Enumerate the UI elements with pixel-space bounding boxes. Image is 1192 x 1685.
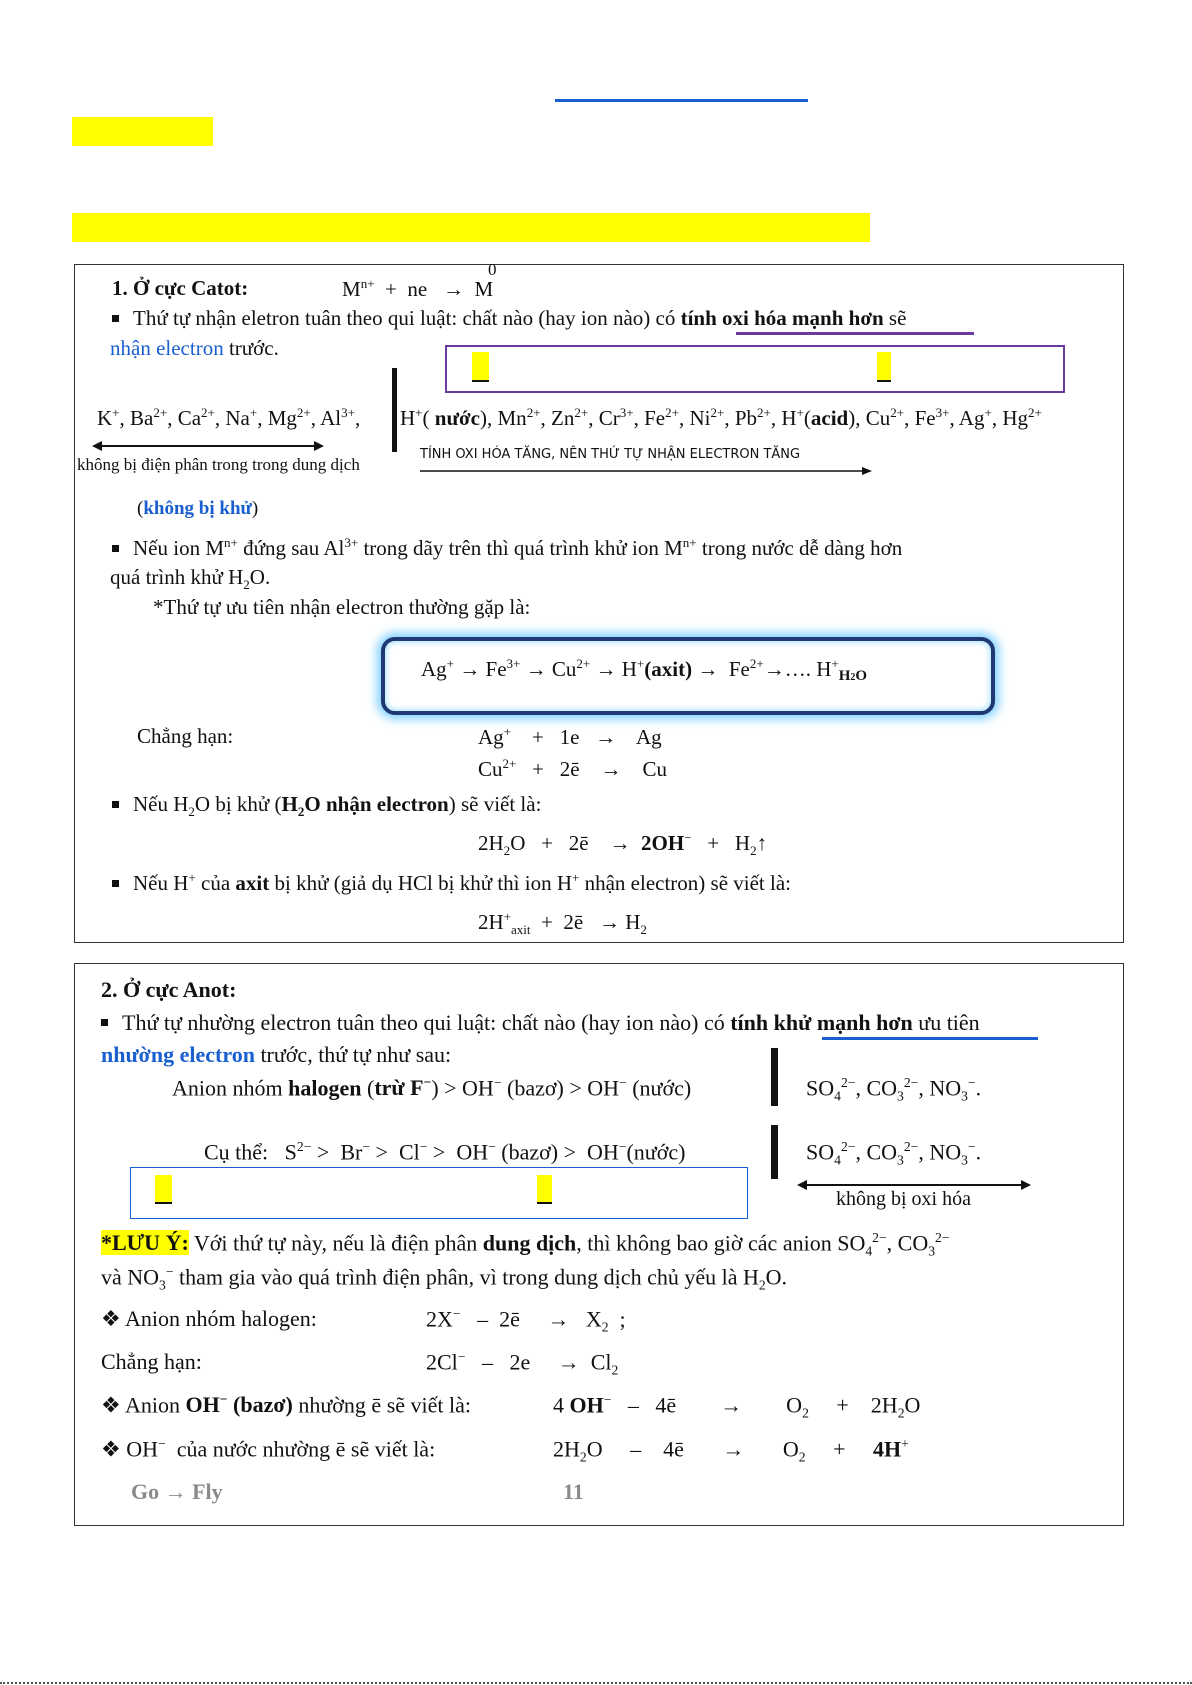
annotation-mark-right xyxy=(877,352,891,382)
right-caption: TÍNH OXI HÓA TĂNG, NÊN THỨ TỰ NHẬN ELECTRON TĂNG xyxy=(420,447,801,462)
note-line2: quá trình khử $H_2O$. xyxy=(110,565,271,593)
anion-order: Anion nhóm halogen (trừ F−) > OH− (bazơ) > OH− (nước) xyxy=(172,1075,692,1101)
catot-heading-equation: $M^{n+}$ + ne → M xyxy=(342,276,494,301)
example-label: Chẳng hạn: xyxy=(137,724,234,748)
catot-heading: 1. Ở cực Catot: xyxy=(112,276,249,300)
anion-divider-2 xyxy=(771,1125,778,1179)
left-caption: không bị điện phân trong trong dung dịch xyxy=(77,455,360,474)
catot-rule-line1: Thứ tự nhận eletron tuân theo qui luật: chất nào (hay ion nào) có tính oxi hóa mạnh hơn sẽ xyxy=(112,306,906,331)
annotation-frame-blue xyxy=(130,1167,748,1219)
highlight-block-small xyxy=(72,117,213,146)
bullet-icon xyxy=(101,1019,108,1026)
anot-heading: 2. Ở cực Anot: xyxy=(101,977,237,1002)
bottom-dotted-rule xyxy=(0,1682,1192,1684)
bullet-icon xyxy=(112,801,119,808)
oxidation-zero-label: 0 xyxy=(488,260,497,279)
priority-chain: $Ag^+ \to Fe^{3+} \to Cu^{2+}$ → H+(axit) → $Fe^{2+}\to\dots$. H+H2O xyxy=(421,656,868,684)
base-oh-item: ❖ Anion OH− (bazơ) nhường ē sẽ viết là: xyxy=(101,1392,472,1418)
water-note: Nếu $H_2O$ bị khử ($H_2O$ nhận electron) sẽ viết là: xyxy=(112,792,541,820)
highlight-block-wide xyxy=(72,213,870,242)
ion-series-left: K+, $Ba^{2+}$, $Ca^{2+}$, Na+, $Mg^{2+}$, $Al^{3+}$, xyxy=(97,405,361,430)
ion-series-right: H+( nước), $Mn^{2+}$, $Zn^{2+}$, $Cr^{3+}$, $Fe^{2+}$, $Ni^{2+}$, $Pb^{2+}$, H+(acid), $Cu^{2+}$, $Fe^{3+}$, Ag+, $Hg^{2+}$ xyxy=(400,405,1042,430)
chlorine-equation: 2Cl− – 2e → $Cl_2$ xyxy=(426,1349,619,1378)
specific-order: Cụ thể: $S^{2-} > Br^- > Cl^- > OH^-$ (bazơ) > OH−(nước) xyxy=(204,1139,686,1165)
anot-rule-line2: nhường electron trước, thứ tự như sau: xyxy=(101,1042,452,1067)
note-line1: Nếu ion $M^{n+}$ đứng sau $Al^{3+}$ trong dãy trên thì quá trình khử ion $M^{n+}$ trong nước dễ dàng hơn xyxy=(112,535,902,561)
halogen-equation: 2X− – 2ē → $X_2$ ; xyxy=(426,1306,626,1335)
note-paragraph-line2: và $NO_3^-$ tham gia vào quá trình điện phân, vì trong dung dịch chủ yếu là $H_2O$. xyxy=(101,1264,788,1293)
acid-equation: $2H^+_{axit}$ + 2ē → $H_2$ xyxy=(478,909,647,938)
series-divider xyxy=(392,368,397,452)
diamond-bullet-icon: ❖ xyxy=(101,1306,121,1331)
example-eq1: Ag+ + 1e → Ag xyxy=(478,724,662,749)
non-oxidized-anions-1: $SO_4^{2-}$, $CO_3^{2-}$, $NO_3^-$. xyxy=(806,1075,982,1104)
bullet-icon xyxy=(112,880,119,887)
non-oxidized-anions-2: $SO_4^{2-}$, $CO_3^{2-}$, $NO_3^-$. xyxy=(806,1139,982,1168)
emphasis-underline xyxy=(822,1037,1038,1040)
page-number: 11 xyxy=(563,1479,584,1504)
annotation-frame-purple xyxy=(445,345,1065,393)
annotation-mark-left xyxy=(155,1175,172,1204)
not-oxidized-label: không bị oxi hóa xyxy=(836,1188,971,1210)
bullet-icon xyxy=(112,315,119,322)
annotation-mark-right xyxy=(537,1175,552,1204)
priority-intro: *Thứ tự ưu tiên nhận electron thường gặp là: xyxy=(153,595,531,619)
bullet-icon xyxy=(112,545,119,552)
acid-note: Nếu H+ của axit bị khử (giả dụ HCl bị khử thì ion H+ nhận electron) sẽ viết là: xyxy=(112,870,791,896)
base-oh-equation: 4 OH− – 4ē → $O_2$ + $2H_2O$ xyxy=(553,1392,921,1421)
anot-rule-line1: Thứ tự nhường electron tuân theo qui luật: chất nào (hay ion nào) có tính khử mạnh hơn ưu tiên xyxy=(101,1010,980,1036)
annotation-mark-left xyxy=(472,352,489,382)
halogen-item: ❖ Anion nhóm halogen: xyxy=(101,1306,317,1331)
header-accent-line xyxy=(555,99,808,102)
diamond-bullet-icon: ❖ xyxy=(101,1436,121,1462)
diamond-bullet-icon: ❖ xyxy=(101,1392,121,1418)
right-arrow-icon xyxy=(420,465,872,477)
not-reduced-label: (không bị khử) xyxy=(137,498,259,519)
emphasis-underline xyxy=(736,332,974,335)
water-oh-equation: $2H_2O$ – 4ē → $O_2$ + 4H+ xyxy=(553,1436,909,1465)
water-equation: $2H_2O$ + 2ē → $2OH^- + H_2↑$ xyxy=(478,830,768,859)
anion-divider-1 xyxy=(771,1048,778,1106)
footer-brand: Go → Fly xyxy=(131,1479,223,1504)
water-oh-item: ❖ OH− của nước nhường ē sẽ viết là: xyxy=(101,1436,436,1462)
double-arrow-icon xyxy=(92,439,324,453)
note-paragraph-line1: *LƯU Ý: Với thứ tự này, nếu là điện phân dung dịch, thì không bao giờ các anion $SO_4^{2-}$, $CO_3^{2-}$ xyxy=(101,1230,950,1259)
chlorine-example-label: Chẳng hạn: xyxy=(101,1349,202,1374)
example-eq2: $Cu^{2+}$ + 2ē → Cu xyxy=(478,756,668,781)
catot-rule-line2: nhận electron trước. xyxy=(110,336,279,360)
